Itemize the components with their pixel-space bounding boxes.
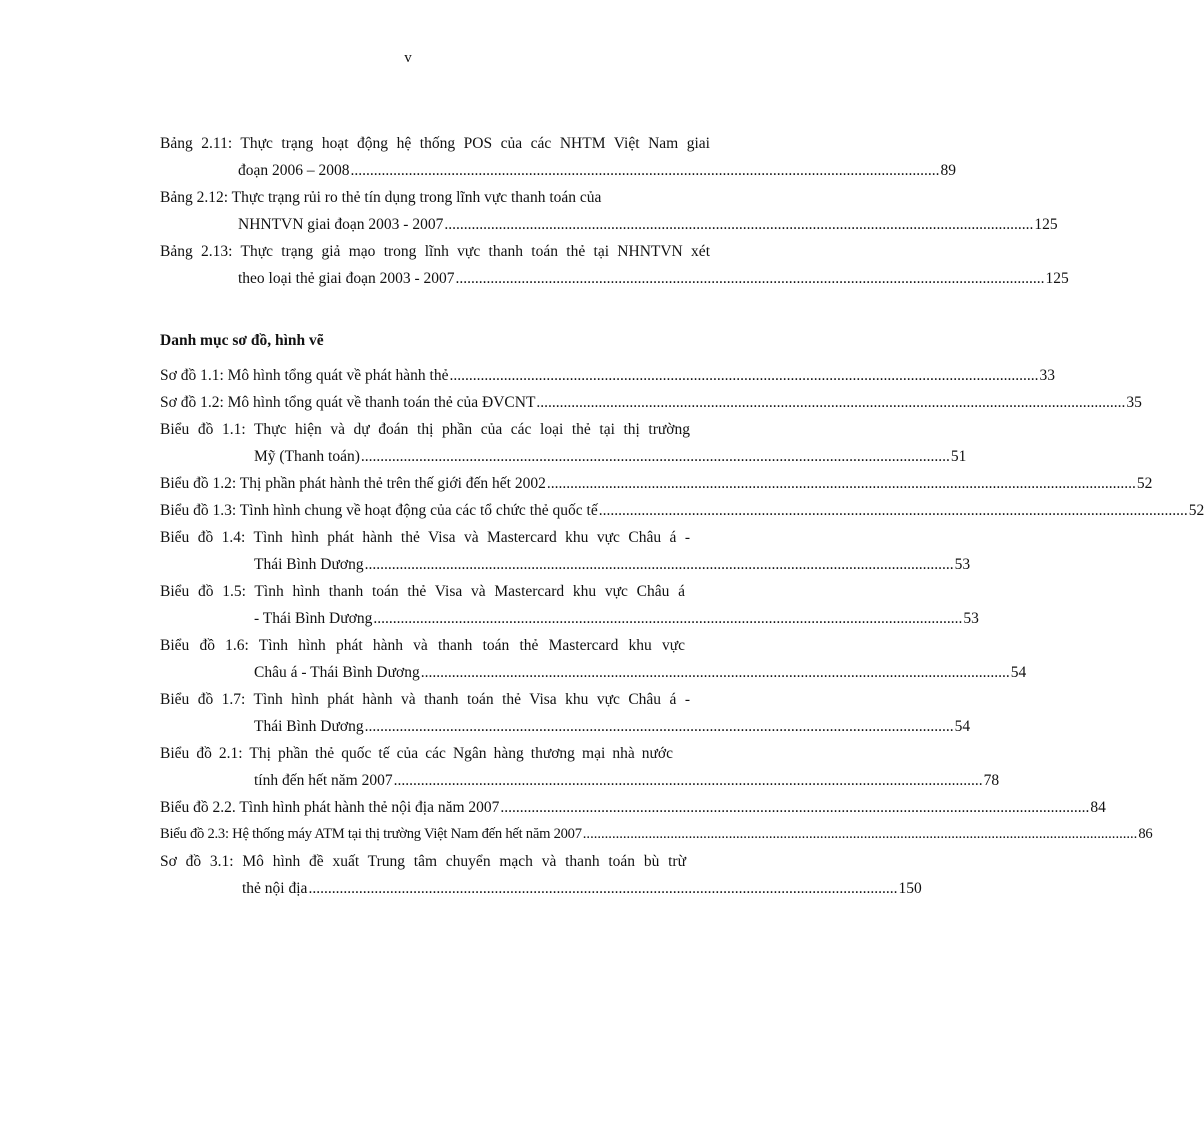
dot-leader: ........................................................................................................................................................ [364, 556, 954, 573]
page-number: v [404, 50, 412, 66]
toc-page-number: 78 [983, 772, 1000, 789]
toc-entry-lead: Biểu đồ 1.4: Tình hình phát hành thẻ Visa và Mastercard khu vực Châu á - [160, 529, 690, 546]
toc-page-number: 54 [1010, 664, 1027, 681]
toc-entry-text: đoạn 2006 – 2008 [238, 162, 350, 179]
toc-page-number: 125 [1034, 216, 1058, 233]
section-heading-figures: Danh mục sơ đồ, hình vẽ [160, 332, 324, 349]
dot-leader: ........................................................................................................................................................ [360, 448, 950, 465]
dot-leader: ........................................................................................................................................................ [582, 826, 1138, 842]
toc-entry-text: Sơ đồ 1.1: Mô hình tổng quát về phát hành thẻ [160, 367, 449, 384]
toc-entry[interactable] [160, 794, 1106, 821]
toc-entry[interactable] [160, 497, 1204, 524]
dot-leader: ........................................................................................................................................................ [500, 799, 1090, 816]
toc-entry[interactable] [160, 443, 967, 470]
dot-leader: ........................................................................................................................................................ [455, 270, 1045, 287]
dot-leader: ........................................................................................................................................................ [350, 162, 940, 179]
tables-list [160, 130, 1069, 292]
toc-page-number: 52 [1188, 502, 1204, 519]
toc-page-number: 53 [954, 556, 971, 573]
toc-entry-text: Thái Bình Dương [254, 556, 364, 573]
dot-leader: ........................................................................................................................................................ [420, 664, 1010, 681]
toc-page-number: 35 [1126, 394, 1142, 411]
toc-entry-text: tính đến hết năm 2007 [254, 772, 393, 789]
dot-leader: ........................................................................................................................................................ [598, 502, 1188, 519]
toc-entry[interactable] [160, 821, 1153, 848]
toc-entry-text: Biểu đồ 2.2. Tình hình phát hành thẻ nội địa năm 2007 [160, 799, 500, 816]
toc-entry-lead: Bảng 2.11: Thực trạng hoạt động hệ thống POS của các NHTM Việt Nam giai [160, 135, 710, 152]
toc-entry-text: thẻ nội địa [242, 880, 308, 897]
toc-entry[interactable] [160, 211, 1058, 238]
dot-leader: ........................................................................................................................................................ [536, 394, 1126, 411]
dot-leader: ........................................................................................................................................................ [449, 367, 1039, 384]
toc-entry-lead: Biểu đồ 1.6: Tình hình phát hành và thanh toán thẻ Mastercard khu vực [160, 637, 685, 654]
dot-leader: ........................................................................................................................................................ [308, 880, 898, 897]
toc-entry-text: NHNTVN giai đoạn 2003 - 2007 [238, 216, 444, 233]
toc-entry[interactable] [160, 551, 971, 578]
toc-entry-lead: Biểu đồ 1.7: Tình hình phát hành và thanh toán thẻ Visa khu vực Châu á - [160, 691, 690, 708]
toc-entry[interactable] [160, 265, 1069, 292]
toc-page-number: 89 [940, 162, 957, 179]
toc-entry-text: Biểu đồ 1.2: Thị phần phát hành thẻ trên thế giới đến hết 2002 [160, 475, 546, 492]
toc-entry-text: Biểu đồ 2.3: Hệ thống máy ATM tại thị trường Việt Nam đến hết năm 2007 [160, 826, 582, 842]
toc-entry-text: - Thái Bình Dương [254, 610, 373, 627]
toc-page-number: 84 [1090, 799, 1106, 816]
toc-entry-text: Châu á - Thái Bình Dương [254, 664, 420, 681]
dot-leader: ........................................................................................................................................................ [546, 475, 1136, 492]
toc-entry[interactable] [160, 157, 957, 184]
dot-leader: ........................................................................................................................................................ [444, 216, 1034, 233]
toc-entry-text: theo loại thẻ giai đoạn 2003 - 2007 [238, 270, 455, 287]
toc-page-number: 54 [954, 718, 971, 735]
dot-leader: ........................................................................................................................................................ [364, 718, 954, 735]
toc-page-number: 52 [1136, 475, 1153, 492]
toc-entry-lead: Bảng 2.12: Thực trạng rủi ro thẻ tín dụng trong lĩnh vực thanh toán của [160, 189, 602, 206]
toc-entry-lead: Biểu đồ 1.1: Thực hiện và dự đoán thị phần của các loại thẻ tại thị trường [160, 421, 690, 438]
toc-page-number: 125 [1045, 270, 1069, 287]
figures-list [160, 362, 1204, 902]
dot-leader: ........................................................................................................................................................ [373, 610, 963, 627]
toc-entry-lead: Biểu đồ 2.1: Thị phần thẻ quốc tế của các Ngân hàng thương mại nhà nước [160, 745, 673, 762]
toc-entry-lead: Bảng 2.13: Thực trạng giả mạo trong lĩnh vực thanh toán thẻ tại NHNTVN xét [160, 243, 710, 260]
toc-entry[interactable] [160, 389, 1142, 416]
toc-entry[interactable] [160, 767, 1000, 794]
toc-entry-lead: Sơ đồ 3.1: Mô hình đề xuất Trung tâm chuyển mạch và thanh toán bù trừ [160, 853, 686, 870]
toc-page-number: 33 [1039, 367, 1055, 384]
toc-page-number: 51 [950, 448, 967, 465]
toc-page-number: 86 [1138, 826, 1153, 842]
toc-entry-text: Sơ đồ 1.2: Mô hình tổng quát về thanh toán thẻ của ĐVCNT [160, 394, 536, 411]
toc-entry[interactable] [160, 713, 971, 740]
toc-entry-text: Mỹ (Thanh toán) [254, 448, 360, 465]
toc-entry[interactable] [160, 362, 1055, 389]
toc-entry[interactable] [160, 470, 1153, 497]
toc-entry-lead: Biểu đồ 1.5: Tình hình thanh toán thẻ Visa và Mastercard khu vực Châu á [160, 583, 685, 600]
toc-page-number: 53 [963, 610, 979, 627]
dot-leader: ........................................................................................................................................................ [393, 772, 983, 789]
toc-entry[interactable] [160, 875, 922, 902]
toc-page-number: 150 [898, 880, 922, 897]
toc-entry-text: Thái Bình Dương [254, 718, 364, 735]
toc-entry[interactable] [160, 659, 1027, 686]
toc-entry[interactable] [160, 605, 979, 632]
toc-entry-text: Biểu đồ 1.3: Tình hình chung về hoạt động của các tổ chức thẻ quốc tế [160, 502, 598, 519]
